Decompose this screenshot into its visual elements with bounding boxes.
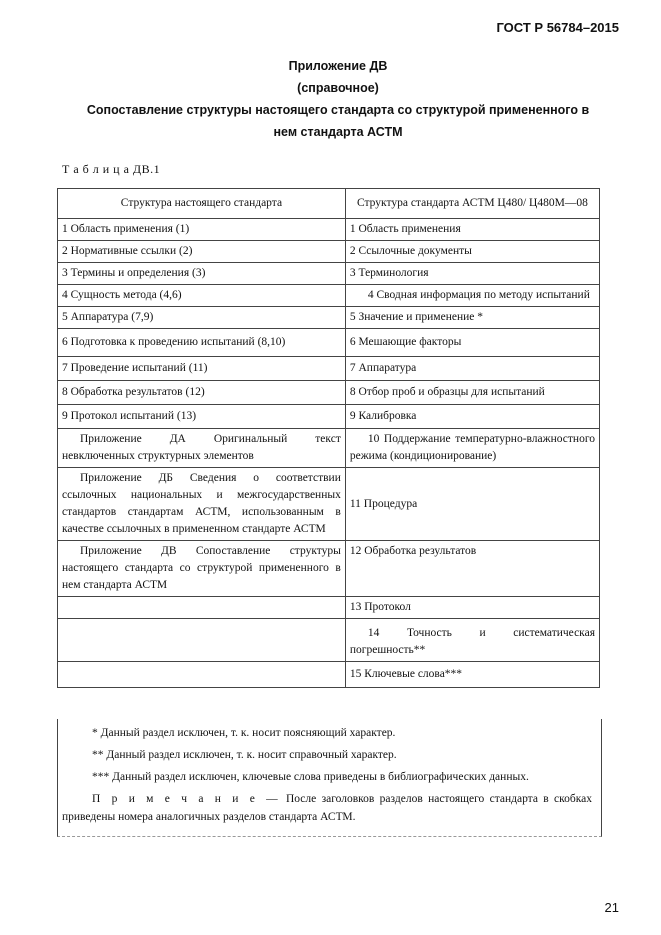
table-row: [58, 619, 600, 662]
table-cell: [58, 619, 346, 662]
table-cell: 4 Сводная информация по методу испытаний: [345, 285, 599, 307]
table-header-row: [58, 189, 600, 219]
table-cell: 6 Подготовка к проведению испытаний (8,10): [58, 329, 346, 357]
table-cell: 3 Терминология: [345, 263, 599, 285]
table-cell: 9 Протокол испытаний (13): [58, 405, 346, 429]
appendix-subtitle: (справочное): [297, 81, 379, 95]
note: [62, 790, 592, 826]
note-text: После заголовков разделов настоящего стандарта в скобках приведены номера аналогичных разделов стандарта АСТМ.: [62, 793, 592, 823]
comparison-table: [57, 188, 600, 688]
document-code: ГОСТ Р 56784–2015: [496, 20, 619, 35]
table-row: [58, 285, 600, 307]
table-row: [58, 541, 600, 597]
table-cell: Приложение ДВ Сопоставление структуры настоящего стандарта со структурой примененного в нем стандарта АСТМ: [58, 541, 346, 597]
appendix-heading-line: Сопоставление структуры настоящего стандарта со структурой примененного в: [86, 103, 590, 117]
table-cell: Приложение ДА Оригинальный текст невключенных структурных элементов: [58, 429, 346, 468]
table-cell: [58, 662, 346, 688]
table-cell: 12 Обработка результатов: [345, 541, 599, 597]
table-cell: 9 Калибровка: [345, 405, 599, 429]
table-row: [58, 329, 600, 357]
table-row: [58, 381, 600, 405]
footnote: * Данный раздел исключен, т. к. носит поясняющий характер.: [92, 727, 396, 739]
table-row: [58, 662, 600, 688]
table-cell: Приложение ДБ Сведения о соответствии ссылочных национальных и межгосударственных стандартов стандартам АСТМ, использованным в качестве ссылочных в примененном стандарте АСТМ: [58, 468, 346, 541]
footnote: ** Данный раздел исключен, т. к. носит справочный характер.: [92, 749, 397, 761]
table-row: [58, 468, 600, 541]
table-cell: 13 Протокол: [345, 597, 599, 619]
column-header: Структура настоящего стандарта: [58, 189, 346, 219]
appendix-title-line: Приложение ДВ: [288, 59, 388, 73]
table-cell: 1 Область применения (1): [58, 219, 346, 241]
table-cell: 7 Аппаратура: [345, 357, 599, 381]
table-cell: 1 Область применения: [345, 219, 599, 241]
table-cell: 8 Отбор проб и образцы для испытаний: [345, 381, 599, 405]
table-cell: 15 Ключевые слова***: [345, 662, 599, 688]
table-cell: 2 Ссылочные документы: [345, 241, 599, 263]
table-cell: 4 Сущность метода (4,6): [58, 285, 346, 307]
table-caption: Т а б л и ц а ДВ.1: [62, 162, 161, 176]
table-cell: 2 Нормативные ссылки (2): [58, 241, 346, 263]
table-notes: [62, 724, 592, 830]
table-cell: 5 Аппаратура (7,9): [58, 307, 346, 329]
note-label: П р и м е ч а н и е —: [92, 793, 281, 805]
table-row: [58, 219, 600, 241]
table-cell: 10 Поддержание температурно-влажностного режима (кондиционирование): [345, 429, 599, 468]
column-header: Структура стандарта АСТМ Ц480/ Ц480М—08: [345, 189, 599, 219]
page-number: 21: [604, 900, 619, 915]
table-cell: 3 Термины и определения (3): [58, 263, 346, 285]
table-cell: 14 Точность и систематическая погрешность**: [345, 619, 599, 662]
appendix-heading-line: нем стандарта АСТМ: [273, 125, 403, 139]
table-cell: 7 Проведение испытаний (11): [58, 357, 346, 381]
table-row: [58, 429, 600, 468]
table-row: [58, 241, 600, 263]
table-row: [58, 357, 600, 381]
table-row: [58, 597, 600, 619]
table-cell: [58, 597, 346, 619]
table-row: [58, 307, 600, 329]
table-row: [58, 263, 600, 285]
appendix-title: [60, 55, 616, 143]
table-cell: 8 Обработка результатов (12): [58, 381, 346, 405]
table-row: [58, 405, 600, 429]
table-cell: 11 Процедура: [345, 468, 599, 541]
table-cell: 6 Мешающие факторы: [345, 329, 599, 357]
footnote: *** Данный раздел исключен, ключевые слова приведены в библиографических данных.: [92, 771, 529, 783]
table-cell: 5 Значение и применение *: [345, 307, 599, 329]
